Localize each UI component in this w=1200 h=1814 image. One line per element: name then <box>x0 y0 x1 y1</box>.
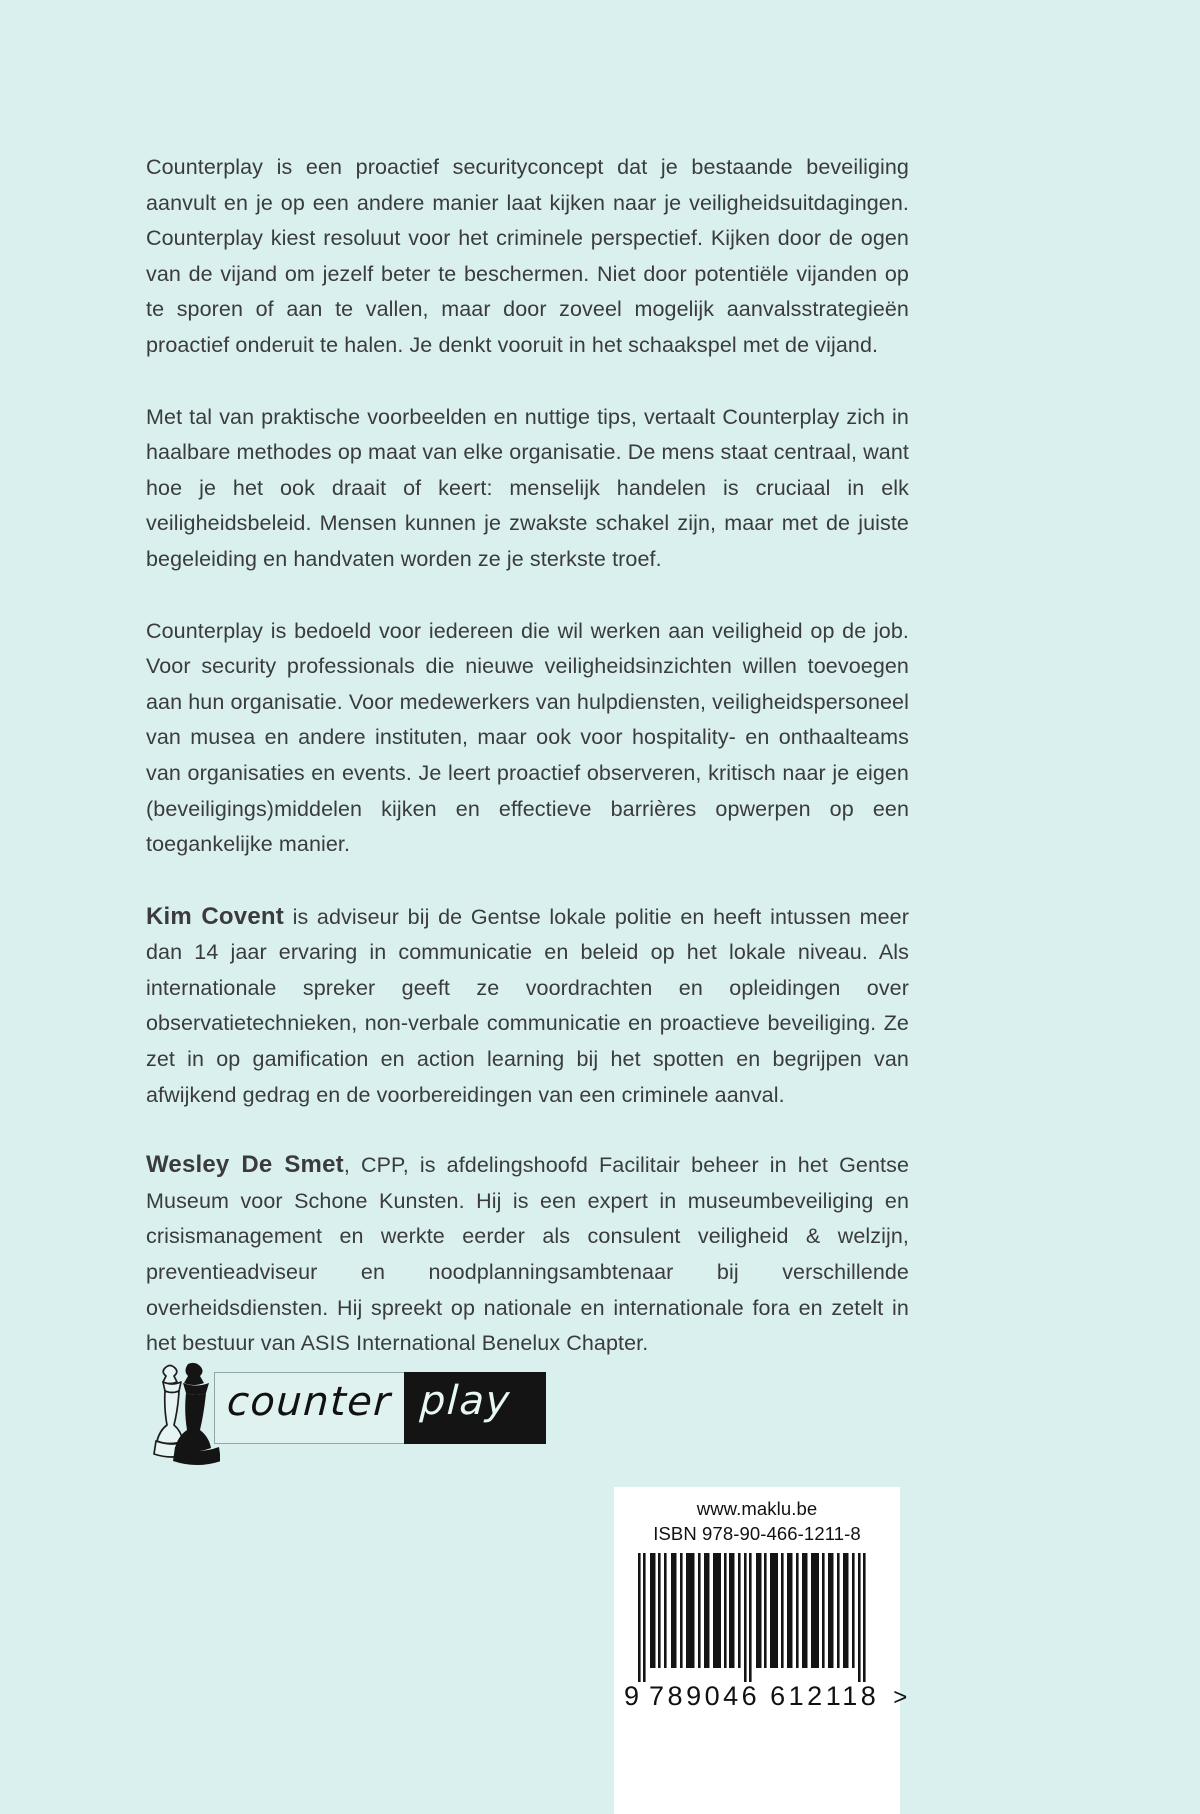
ean-right-group: 612118 <box>770 1681 880 1711</box>
publisher-url: www.maklu.be <box>696 1498 818 1519</box>
author-bio-text-wesley-de-smet: , CPP, is afdelingshoofd Facilitair beheer in het Gentse Museum voor Schone Kunsten. Hij is een expert in museumbeveiliging en crisismanagement en werkte eerder als consulent veiligheid & welzijn, preventieadviseur en noodplanningsambtenaar bij verschillende overheidsdiensten. Hij spreekt op nationale en internationale fora en zetelt in het bestuur van ASIS International Benelux Chapter. <box>146 1153 909 1356</box>
counterplay-logo <box>150 1372 550 1476</box>
cover-text-column <box>146 150 909 1396</box>
barcode-panel <box>614 1487 909 1814</box>
isbn-text: ISBN 978-90-466-1211-8 <box>653 1523 861 1544</box>
ean-lead-digit: 9 <box>624 1681 641 1711</box>
ean-caret: > <box>893 1684 909 1711</box>
logo-counter-box <box>214 1372 406 1444</box>
author-bio-wesley-de-smet <box>146 1147 909 1362</box>
blurb-paragraph-2: Met tal van praktische voorbeelden en nuttige tips, vertaalt Counterplay zich in haalbare methodes op maat van elke organisatie. De mens staat centraal, want hoe je het ook draait of keert: menselijk handelen is cruciaal in elk veiligheidsbeleid. Mensen kunnen je zwakste schakel zijn, maar met de juiste begeleiding en handvaten worden ze je sterkste troef. <box>146 404 909 571</box>
ean13-digits <box>624 1681 909 1712</box>
logo-counter-text: counter <box>225 1379 393 1425</box>
logo-play-text: play <box>418 1378 512 1424</box>
ean13-barcode <box>638 1553 876 1682</box>
ean-left-group: 789046 <box>649 1681 761 1711</box>
author-name-kim-covent: Kim Covent <box>146 902 284 930</box>
chess-pieces-icon <box>150 1362 220 1468</box>
author-name-wesley-de-smet: Wesley De Smet <box>146 1151 344 1179</box>
author-bios <box>146 899 909 1362</box>
blurb-paragraph-3: Counterplay is bedoeld voor iedereen die wil werken aan veiligheid op de job. Voor security professionals die nieuwe veiligheidsinzichten willen toevoegen aan hun organisatie. Voor medewerkers van hulpdiensten, veiligheidspersoneel van musea en andere instituten, maar ook voor hospitality- en onthaalteams van organisaties en events. Je leert proactief observeren, kritisch naar je eigen (beveiligings)middelen kijken en effectieve barrières opwerpen op een toegankelijke manier. <box>146 618 909 857</box>
blurb-paragraph-1: Counterplay is een proactief securityconcept dat je bestaande beveiliging aanvult en je op een andere manier laat kijken naar je veiligheidsuitdagingen. Counterplay kiest resoluut voor het criminele perspectief. Kijken door de ogen van de vijand om jezelf beter te beschermen. Niet door potentiële vijanden op te sporen of aan te vallen, maar door zoveel mogelijk aanvalsstrategieën proactief onderuit te halen. Je denkt vooruit in het schaakspel met de vijand. <box>146 155 909 357</box>
logo-play-box <box>404 1372 546 1444</box>
author-bio-kim-covent <box>146 899 909 1114</box>
author-bio-text-kim-covent: is adviseur bij de Gentse lokale politie en heeft intussen meer dan 14 jaar ervaring in communicatie en beleid op het lokale niveau. Als internationale spreker geeft ze voordrachten en opleidingen over observatietechnieken, non-verbale communicatie en proactieve beveiliging. Ze zet in op gamification en action learning bij het spotten en begrijpen van afwijkend gedrag en de voorbereidingen van een criminele aanval. <box>146 904 909 1107</box>
